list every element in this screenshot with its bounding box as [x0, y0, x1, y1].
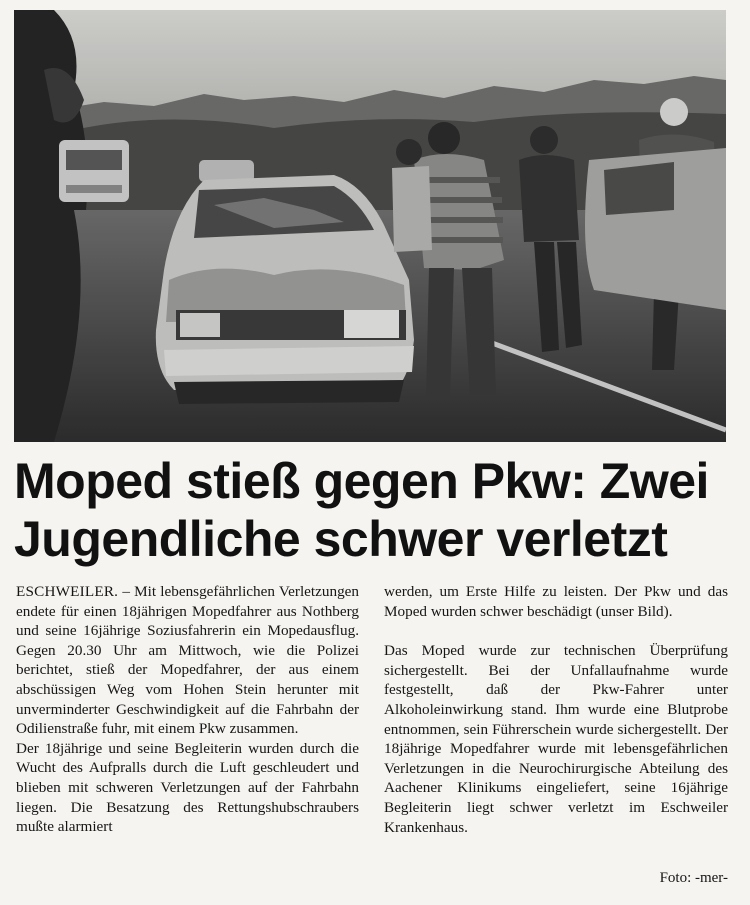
article-paragraph: [16, 582, 359, 739]
article-paragraph: Das Moped wurde zur technischen Überprüfung sichergestellt. Bei der Unfallaufnahme wurde festgestellt, daß der Pkw-Fahrer unter Alkoholeinwirkung stand. Ihm wurde eine Blutprobe entnommen, sein Führerschein wurde sichergestellt. Der 18jährige Mopedfahrer wurde mit lebensgefährlichen Verletzungen in die Neurochirurgische Abteilung des Aachener Klinikums eingeliefert, seine 16jährige Begleiterin liegt schwer verletzt im Eschweiler Krankenhaus.: [384, 642, 728, 836]
headline-line-2: Jugendliche schwer verletzt: [14, 511, 668, 567]
headline-line-1: Moped stieß gegen Pkw: Zwei: [14, 453, 709, 509]
article-column-2: [384, 582, 728, 837]
photo-credit: Foto: -mer-: [659, 870, 728, 886]
headline: [14, 452, 744, 568]
article-text: – Mit lebensgefährlichen Verletzungen endete für einen 18jährigen Mopedfahrer aus Nothberg und seine 16jährige Soziusfahrerin ein Mopedausflug. Gegen 20.30 Uhr am Mittwoch, wie die Polizei berichtet, stieß der Mopedfahrer, der aus einem abschüssigen Weg vom Hohen Stein herunter mit unverminderter Geschwindigkeit auf die Fahrbahn der Odilienstraße fuhr, mit einem Pkw zusammen.: [16, 583, 359, 738]
news-photo: [14, 10, 726, 442]
article-paragraph: werden, um Erste Hilfe zu leisten. Der Pkw und das Moped wurden schwer beschädigt (unser Bild).: [384, 583, 728, 620]
article-column-1: [16, 582, 359, 837]
crash-photo-icon: [14, 10, 726, 442]
article-body: [16, 582, 728, 892]
dateline: ESCHWEILER.: [16, 583, 119, 600]
article-paragraph: Der 18jährige und seine Begleiterin wurden durch die Wucht des Aufpralls durch die Luft geschleudert und blieben mit schweren Verletzungen auf der Fahrbahn liegen. Die Besatzung des Rettungshubschraubers mußte alarmiert: [16, 739, 359, 836]
